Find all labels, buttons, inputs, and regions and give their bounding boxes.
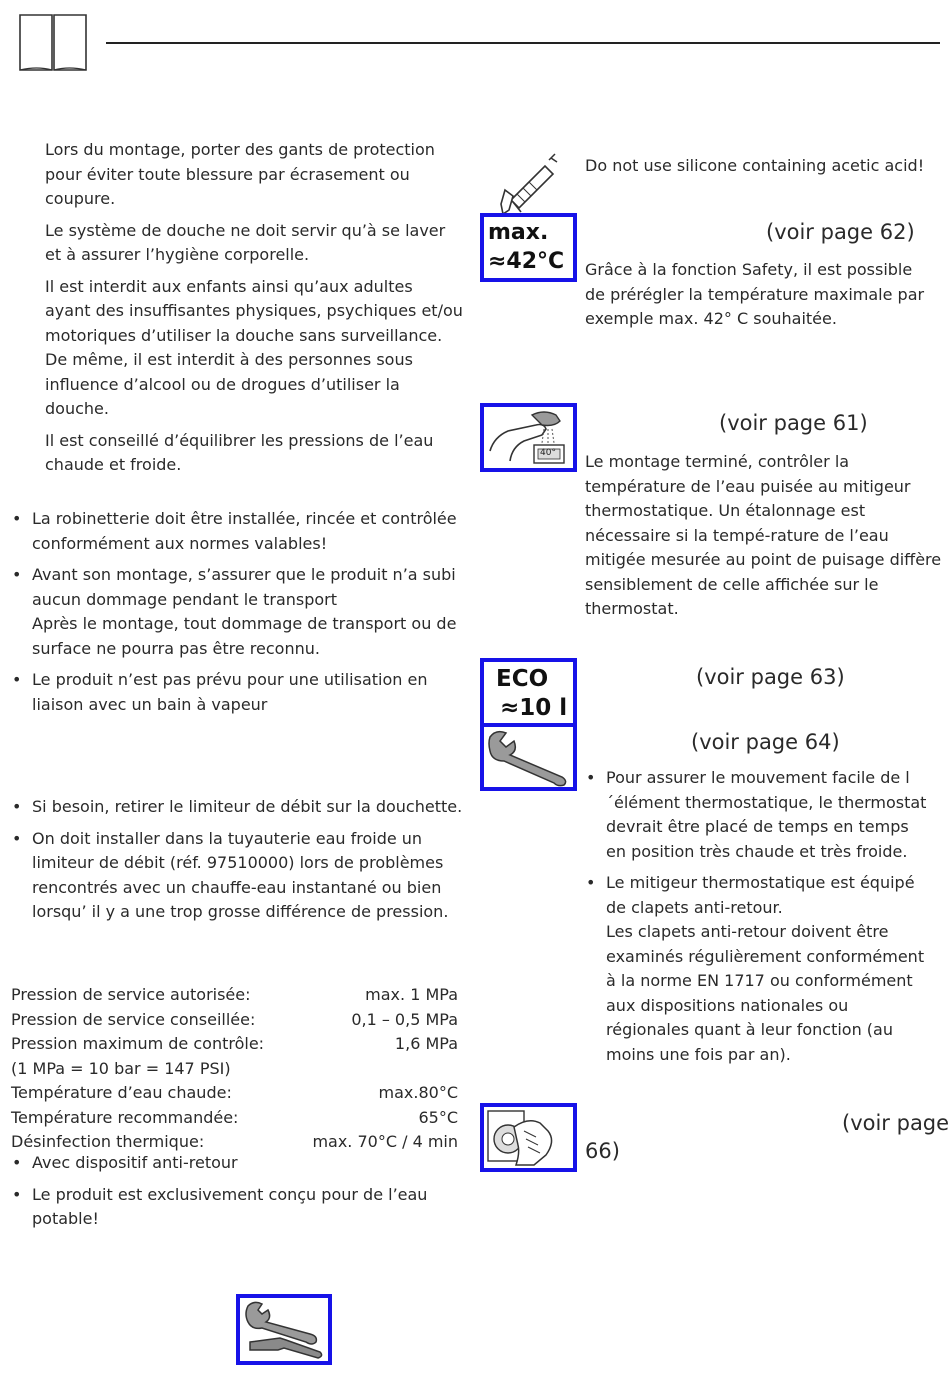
safety-text: Grâce à la fonction Safety, il est possible de prérégler la température maximale par exemple max. 42° C souhaitée. (585, 260, 925, 328)
calibration-text: Le montage terminé, contrôler la température de l’eau puisée au mitigeur thermostatique. Un étalonnage est nécessaire si la tempé-rature de l’eau mitigée mesurée au point de puisage diffère sensiblement de celle affichée sur le thermostat. (585, 452, 942, 618)
silicone-gun-icon (495, 150, 565, 216)
list-item: • Le produit est exclusivement conçu pour de l’eau potable! (10, 1183, 440, 1232)
wrench-icon (480, 723, 577, 791)
list-item: • Le mitigeur thermostatique est équipé de clapets anti-retour. Les clapets anti-retour doivent être examinés régulièrement conformément à la norme EN 1717 ou conformément aux dispositions nationales ou régionales quant à leur fonction (au moins une fois par an). (584, 871, 932, 1067)
safety-paragraph: Il est interdit aux enfants ainsi qu’aux adultes ayant des insuffisantes physiques, psychiques et/ou motoriques d’utiliser la douche sans surveillance. De même, il est interdit à des personnes sous influence d’alcool ou de drogues d’utiliser la douche. (45, 276, 463, 418)
spec-notes (10, 1151, 440, 1239)
spec-table (11, 983, 458, 1155)
thermometer-reading: 40° (540, 448, 556, 458)
spec-row: Pression de service autorisée: max. 1 MPa (11, 985, 458, 1004)
header-rule (106, 42, 940, 44)
temperature-label: ≈42°C (488, 249, 565, 274)
eco-flow-label: ≈10 l (500, 695, 568, 721)
spec-row: Température recommandée: 65°C (11, 1107, 458, 1127)
safety-paragraph: Il est conseillé d’équilibrer les pressions de l’eau chaude et froide. (45, 430, 434, 474)
list-item: • Si besoin, retirer le limiteur de débit sur la douchette. (10, 795, 465, 820)
spec-row: (1 MPa = 10 bar = 147 PSI) (11, 1058, 231, 1078)
book-icon (17, 14, 89, 72)
list-item: • Le produit n’est pas prévu pour une utilisation en liaison avec un bain à vapeur (10, 668, 460, 717)
install-list (10, 507, 460, 724)
spec-row: Désinfection thermique: max. 70°C / 4 min (11, 1132, 458, 1151)
list-item: • Pour assurer le mouvement facile de l´élément thermostatique, le thermostat devrait être placé de temps en temps en position très chaude et très froide. (584, 766, 932, 864)
calibration-page-ref: (voir page 61) (719, 411, 868, 435)
maintenance-page-ref: (voir page 64) (691, 730, 840, 754)
safety-section (45, 138, 463, 485)
spec-row: Température d’eau chaude: max.80°C (11, 1083, 458, 1102)
list-item: • Avec dispositif anti-retour (10, 1151, 440, 1176)
max-temperature-icon (480, 213, 577, 282)
handle-page-ref-continued: 66) (585, 1139, 620, 1163)
list-item: • La robinetterie doit être installée, rincée et contrôlée conformément aux normes valables! (10, 507, 460, 556)
safety-paragraph: Le système de douche ne doit servir qu’à se laver et à assurer l’hygiène corporelle. (45, 220, 446, 264)
flow-limiter-list (10, 795, 465, 932)
hand-turning-knob-icon (480, 1103, 577, 1172)
list-item: • On doit installer dans la tuyauterie eau froide un limiteur de débit (réf. 97510000) lors de problèmes rencontrés avec un chauffe-eau instantané ou bien lorsqu’ il y a une trop grosse différence de pression. (10, 827, 465, 925)
maintenance-list (584, 766, 932, 1074)
max-label: max. (488, 220, 549, 245)
spec-row: Pression de service conseillée: 0,1 – 0,5 MPa (11, 1009, 458, 1029)
safety-page-ref: (voir page 62) (766, 220, 915, 244)
eco-label: ECO (496, 666, 549, 692)
safety-paragraph: Lors du montage, porter des gants de protection pour éviter toute blessure par écrasement ou coupure. (45, 140, 435, 208)
handle-page-ref: (voir page (842, 1111, 950, 1135)
list-item: • Avant son montage, s’assurer que le produit n’a subi aucun dommage pendant le transport Après le montage, tout dommage de transport ou de surface ne pourra pas être reconnu. (10, 563, 460, 661)
spec-row: Pression maximum de contrôle: 1,6 MPa (11, 1034, 458, 1053)
wrench-screwdriver-icon (236, 1294, 332, 1365)
silicone-warning: Do not use silicone containing acetic acid! (585, 156, 925, 175)
hand-shower-thermometer-icon (480, 403, 577, 472)
eco-flow-icon (480, 658, 577, 727)
eco-page-ref: (voir page 63) (696, 665, 845, 689)
